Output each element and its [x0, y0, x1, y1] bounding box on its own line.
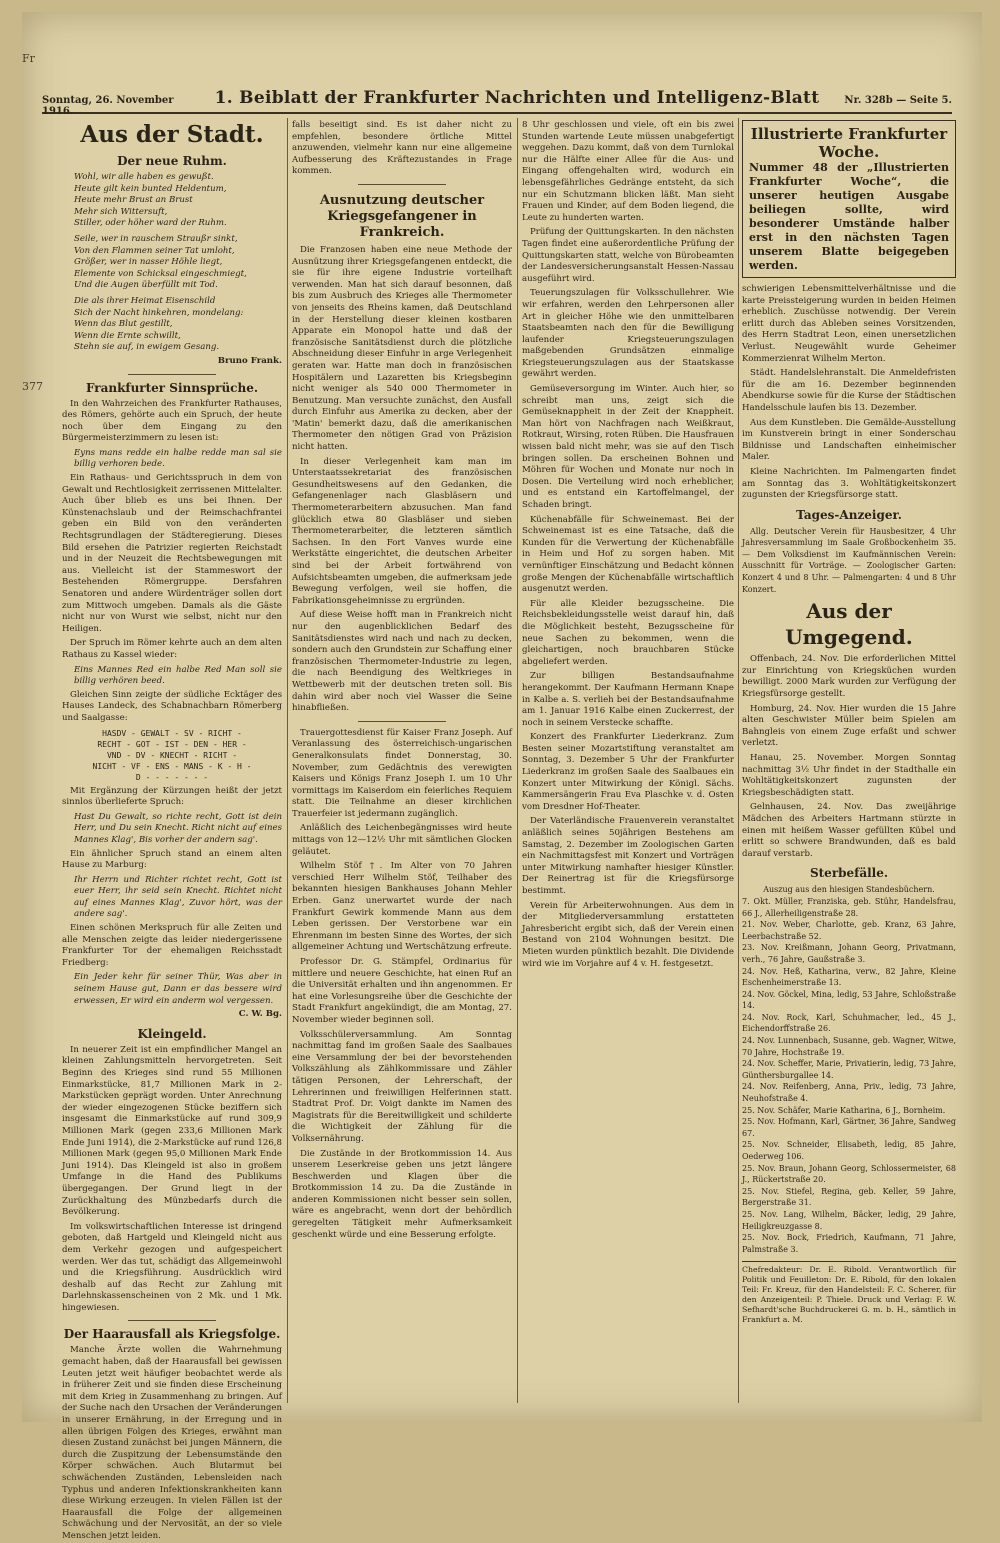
list-item: 21. Nov. Weber, Charlotte, geb. Kranz, 63 Jahre, Leerbachstraße 52.: [742, 920, 956, 941]
poem-line: Wenn die Ernte schwillt,: [74, 330, 181, 341]
quote: Ihr Herrn und Richter richtet recht, Gott ist euer Herr, ihr seid sein Knecht. Richtet nicht auf eines Mannes Klag', Zuvor hört, was der andere sag'.: [74, 874, 282, 920]
paragraph: Die Zustände in der Brotkommission 14. Aus unserem Leserkreise geben uns jetzt längere Beschwerden und Klagen über die Brotkommission 14 zu. Da die Zustände in anderen Kommissionen nicht besser sein sollen, wäre es angebracht, wenn dort der behördlich geregelten Tätigkeit mehr Aufmerksamkeit geschenkt würde und eine Besserung erfolgte.: [292, 1148, 512, 1240]
poem-line: Wenn das Blut gestillt,: [74, 319, 173, 330]
supplement-title: 1. Beiblatt der Frankfurter Nachrichten und Intelligenz-Blatt: [214, 88, 820, 108]
poem-line: Heute gilt kein bunted Heldentum,: [74, 183, 227, 194]
inscription-line: VND - DV - KNECHT - RICHT -: [106, 750, 238, 760]
paragraph: Auf diese Weise hofft man in Frankreich nicht nur den augenblicklichen Bedarf des Sanitätsdienstes wird nach und nach zu decken, sondern auch den Grundstein zur Schaffung einer französischen Thermometer-Industrie zu legen, die nach Beendigung des Weltkrieges in Wettbewerb mit der deutschen treten soll. Bis dahin wird aber noch viel Wasser die Seine hinabfließen.: [292, 610, 512, 714]
quote: Eins Mannes Red ein halbe Red Man soll sie billig verhören beed.: [74, 664, 282, 687]
section-title: Sterbefälle.: [809, 866, 889, 881]
poem: [62, 172, 282, 354]
article-title: Kleingeld.: [137, 1026, 207, 1041]
inscription-line: RECHT - GOT - IST - DEN - HER -: [97, 739, 247, 749]
divider: [358, 721, 446, 722]
page-number: Nr. 328b — Seite 5.: [844, 95, 952, 106]
paragraph: falls beseitigt sind. Es ist daher nicht zu empfehlen, besondere örtliche Mittel anzuwenden, vielmehr kann nur eine allgemeine Aufbesserung des Kräftezustandes in Frage kommen.: [292, 120, 512, 177]
inscription: [62, 728, 282, 783]
paragraph: Prüfung der Quittungskarten. In den nächsten Tagen findet eine außerordentliche Prüfung der Quittungskarten statt, welche von Bürobeamten der Landesversicherungsanstalt Hessen-Nassau ausgeführt wird.: [522, 227, 734, 284]
paragraph: schwierigen Lebensmittelverhältnisse und die karte Preissteigerung wurden in beiden Heimen erheblich. Zuschüsse notwendig. Der Verein erlitt durch das Ableben seines Vorsitzenden, des Herrn Stadtrat Leon, einen unersetzlichen Verlust. Neugewählt wurde Geheimer Kommerzienrat Wilhelm Merton.: [742, 284, 956, 364]
list-item: 24. Nov. Lunnenbach, Susanne, geb. Wagner, Witwe, 70 Jahre, Hochstraße 19.: [742, 1036, 957, 1057]
page-header: [42, 88, 952, 117]
paragraph: Gemüseversorgung im Winter. Auch hier, so schreibt man uns, zeigt sich die Gemüseknappheit in der Zeit der Knappheit. Man hört von Nachfragen nach Weißkraut, Rotkraut, Wirsing, roten Rüben. Die Hausfrauen wissen bald nicht mehr, was sie auf den Tisch bringen sollen. Da erscheinen Bohnen und Möhren für Wochen und Monate nur noch in Dosen. Die Verteilung wird noch erheblicher, und es entstand ein Kartoffelmangel, der Schaden bringt.: [522, 384, 734, 510]
poem-line: Heute mehr Brust an Brust: [74, 195, 193, 206]
notice-body: Nummer 48 der „Illustrierten Frankfurter Woche“, die unserer heutigen Ausgabe beiliegen sollte, wird besonderer Umstände halber erst in den nächsten Tagen unserem Blatte beigegeben werden.: [749, 161, 949, 272]
paragraph: Die Franzosen haben eine neue Methode der Ausnützung ihrer Kriegsgefangenen entdeckt, die sie für ihre eigene Industrie vorteilhaft verwenden. Man hat sich darauf besonnen, daß bis zum Ausbruch des Krieges alle Thermometer von jenseits des Rheins kamen, daß Deutschland in der Herstellung dieser kleinen kostbaren Apparate ein Monopol hatte und daß der französische Sanitätsdienst durch die plötzliche Abschneidung dieser Einfuhr in arge Verlegenheit geraten war. Hatte man doch in französischen Hospitälern und Lazaretten bis Kriegsbeginn nicht weniger als 540 000 Thermometer in Benutzung. Man versuchte zunächst, den Ausfall durch Einfuhr aus Amerika zu decken, aber der 'Matin' bemerkt dazu, daß die amerikanischen Thermometer den nötigen Grad von Präzision nicht hatten.: [292, 244, 512, 453]
section-title: Tages-Anzeiger.: [796, 507, 902, 522]
poem-line: Und die Augen überfüllt mit Tod.: [74, 280, 218, 291]
paragraph: Im volkswirtschaftlichen Interesse ist dringend geboten, daß Hartgeld und Kleingeld nicht aus dem Verkehr gezogen und aufgespeichert werden. Wer das tut, schädigt das Allgemeinwohl und die Kriegsführung. Ausdrücklich wird deshalb auf das Recht zur Zahlung mit Darlehnskassenscheinen von 2 Mk. und 1 Mk. hingewiesen.: [62, 1221, 282, 1313]
poem-line: Seile, wer in rauschem Straußr sinkt,: [74, 233, 238, 244]
paragraph: Offenbach, 24. Nov. Die erforderlichen Mittel zur Einrichtung von Kriegsküchen wurden bewilligt. 2000 Mark wurden zur Verfügung der Kriegsfürsorge gestellt.: [742, 654, 956, 700]
imprint: Chefredakteur: Dr. E. Ribold. Verantwortlich für Politik und Feuilleton: Dr. E. Ribold, für den lokalen Teil: Fr. Kreuz, für den Handelsteil: F. C. Scherer, für den Anzeigenteil: P. Thiele. Druck und Verlag: F. W. Sefhardt'sche Buchdruckerei G. m. b. H., sämtlich in Frankfurt a. M.: [742, 1261, 956, 1325]
paragraph: Der Vaterländische Frauenverein veranstaltet anläßlich seines 50jährigen Bestehens am Samstag, 2. Dezember im Zoologischen Garten ein Nachmittagsfest mit Konzert und Vorträgen unter Mitwirkung namhafter hiesiger Künstler. Der Reinertrag ist für die Kriegsfürsorge bestimmt.: [522, 816, 734, 896]
column-4: [742, 120, 956, 1400]
paragraph: Küchenabfälle für Schweinemast. Bei der Schweinemast ist es eine Tatsache, daß die Kunden für die Verwertung der Küchenabfälle in Heim und Hof zu sorgen haben. Mit vernünftiger Einschätzung und Bedacht können große Mengen der Küchenabfälle wirtschaftlich ausgenutzt werden.: [522, 514, 734, 595]
paragraph: Ein Rathaus- und Gerichtsspruch in dem von Gewalt und Rechtlosigkeit zerrissenen Mittelalter. Auch über blieb es uns bei Ihnen. Der Künstenachslaub und der Reimschachfrantei geben ein Bild von den veränderten Rechtsgrundlagen der Städteregierung. Dieses Bild ersehen die Patrizier regierten Reichstadt und in der Neuzeit die Rechtsbewegungen mit aus. Vielleicht ist der Stammeswort der Bestehenden Römergruppe. Dersfahren Senatoren und andere Würdenträger sollen dort zum Mittwoch umgeben. Damals als die Gäste nicht nur von Wurst wie selbst, nicht nur den Heiligen.: [62, 473, 282, 634]
inscription-line: NICHT - VF - ENS - MANS - K - H -: [92, 761, 252, 771]
list-item: 25. Nov. Braun, Johann Georg, Schlossermeister, 68 J., Rückertstraße 20.: [742, 1163, 956, 1185]
column-rule: [287, 118, 288, 1403]
paragraph: Konzert des Frankfurter Liederkranz. Zum Besten seiner Mozartstiftung veranstaltet am Sonntag, 3. Dezember 5 Uhr der Frankfurter Liederkranz im großen Saale des Saalbaues ein Konzert unter Mitwirkung der Königl. Sächs. Kammersängerin Frau Eva Plaschke v. d. Osten vom Dresdner Hof-Theater.: [522, 732, 734, 812]
notice-box: [742, 120, 956, 278]
article-title: Der Haarausfall als Kriegsfolge.: [63, 1327, 281, 1342]
poem-line: Die als ihrer Heimat Eisenschild: [74, 295, 216, 306]
quote: Hast Du Gewalt, so richte recht, Gott ist dein Herr, und Du sein Knecht. Richt nicht auf eines Mannes Klag', Bis vorher der andern sag'.: [74, 811, 282, 845]
list-item: 25. Nov. Bock, Friedrich, Kaufmann, 71 Jahre, Palmstraße 3.: [742, 1233, 956, 1254]
signature: C. W. Bg.: [238, 1009, 282, 1020]
paragraph: Verein für Arbeiterwohnungen. Aus dem in der Mitgliederversammlung erstatteten Jahresbericht ergibt sich, daß der Verein einen Bestand von 2104 Wohnungen besitzt. Die Mieten wurden pünktlich bezahlt. Die Dividende wird wie im Vorjahre auf 4 v. H. festgesetzt.: [522, 900, 734, 969]
paragraph: In dieser Verlegenheit kam man im Unterstaatssekretariat des französischen Gesundheitswesens auf den Gedanken, die Gefangenenlager nach Glasbläsern und Thermometerarbeitern abzusuchen. Man fand glücklich etwa 80 Glasbläser und sieben Thermometerarbeiter, die letzteren sämtlich Sachsen. In den Fort Vanves wurde eine Werkstätte eingerichtet, die deutschen Arbeiter sind bei der Arbeit fortwährend von Aufsichtsbeamten umgeben, die aufmerksam jede Bewegung verfolgen, weil sie hoffen, die Fabrikationsgeheimnisse zu ergründen.: [292, 456, 512, 606]
paragraph: In den Wahrzeichen des Frankfurter Rathauses, des Römers, gehörte auch ein Spruch, der heute noch über dem Eingang zu den Bürgermeisterzimmern zu lesen ist:: [62, 398, 282, 444]
poem-author: Bruno Frank.: [217, 355, 282, 366]
paragraph: Zur billigen Bestandsaufnahme herangekommt. Der Kaufmann Hermann Knape in Kalbe a. S. verlieh bei der Bestandsaufnahme am 1. Januar 1916 Kalbe einen Zuckerrest, der noch in seinem Verstecke schaffte.: [522, 671, 734, 728]
quote: Ein Jeder kehr für seiner Thür, Was aber in seinem Hause gut, Dann er das bessere wird erwessen, Er wird ein anderm wol vergessen.: [74, 972, 282, 1006]
paragraph: Wilhelm Stöf †. Im Alter von 70 Jahren verschied Herr Wilhelm Stöf, Teilhaber des bekannten hiesigen Bankhauses Johann Mehler Erben. Ganz unerwartet wurde der nach Frankfurt Gewirk kommende Mann aus dem Leben gerissen. Der Verstorbene war ein Ehrenmann im besten Sinne des Wortes, der sich allgemeiner Achtung und Wertschätzung erfreute.: [292, 861, 512, 953]
poem-line: Mehr sich Wittersuft,: [74, 206, 168, 217]
poem-line: Stiller, oder höher ward der Ruhm.: [74, 218, 227, 229]
notice-title: Illustrierte Frankfurter Woche.: [750, 125, 948, 161]
paragraph: Ein ähnlicher Spruch stand an einem alten Hause zu Marburg:: [62, 848, 282, 871]
quote: Eyns mans redde ein halbe redde man sal sie billig verhoren bede.: [74, 447, 282, 470]
divider: [128, 374, 216, 375]
list-item: 24. Nov. Scheffer, Marie, Privatierin, ledig, 73 Jahre, Günthersburgallee 14.: [742, 1059, 956, 1080]
list-item: 25. Nov. Schneider, Elisabeth, ledig, 85 Jahre, Oederweg 106.: [742, 1140, 956, 1161]
list-item: 25. Nov. Schäfer, Marie Katharina, 6 J., Bornheim.: [742, 1105, 946, 1115]
paragraph: Der Spruch im Römer kehrte auch an dem alten Rathaus zu Kassel wieder:: [62, 638, 282, 660]
poem-line: Elemente von Schicksal eingeschmiegt,: [74, 268, 247, 279]
paragraph: Hanau, 25. November. Morgen Sonntag nachmittag 3½ Uhr findet in der Stadthalle ein Wohltätigkeitskonzert zugunsten der Kriegsbeschädigten statt.: [742, 753, 956, 798]
paragraph: Anläßlich des Leichenbegängnisses wird heute mittags von 12—12½ Uhr mit sämtlichen Glocken geläutet.: [292, 823, 512, 857]
poem-line: Sich der Nacht hinkehren, mondelang:: [74, 307, 244, 318]
paragraph: Professor Dr. G. Stämpfel, Ordinarius für mittlere und neuere Geschichte, hat einen Ruf an die Universität erhalten und ihn angenommen. Er hat eine Vorlesungsreihe über die Geschichte der Stadt Frankfurt angekündigt, die am Montag, 27. November wieder beginnen soll.: [292, 957, 512, 1025]
paragraph: Homburg, 24. Nov. Hier wurden die 15 Jahre alten Geschwister Müller beim Spielen am Bahngleis von einem Zuge erfaßt und schwer verletzt.: [742, 703, 956, 749]
issue-date: Sonntag, 26. November 1916.: [42, 95, 174, 117]
paragraph: Gleichen Sinn zeigte der südliche Ecktäger des Hauses Landeck, des Schabnachbarn Römerberg und Saalgasse:: [62, 689, 282, 723]
list-item: 24. Nov. Rock, Karl, Schuhmacher, led., 45 J., Eichendorffstraße 26.: [742, 1012, 956, 1034]
poem-line: Wohl, wir alle haben es gewußt.: [74, 172, 214, 182]
paragraph: Gelnhausen, 24. Nov. Das zweijährige Mädchen des Arbeiters Hartmann stürzte in einen mit heißem Wasser gefüllten Kübel und erlitt so schwere Brandwunden, daß es bald darauf verstarb.: [742, 802, 956, 859]
column-rule: [517, 118, 518, 1403]
poem-line: Größer, wer in nasser Höhle liegt,: [74, 257, 223, 268]
paragraph: Einen schönen Merkspruch für alle Zeiten und alle Menschen zeigte das leider niedergerissene Frankfurter Tor der ehemaligen Reichsstadt Friedberg:: [62, 923, 282, 968]
paragraph: Trauergottesdienst für Kaiser Franz Joseph. Auf Veranlassung des österreichisch-ungarischen Generalkonsulats findet Donnerstag, 30. November, zum Gedächtnis des verewigten Kaisers und Königs Franz Joseph I. um 10 Uhr vormittags im Kaiserdom ein feierliches Requiem statt. Die Teilnahme an dieser kirchlichen Trauerfeier ist jedermann zugänglich.: [292, 727, 512, 819]
list-item: 24. Nov. Reifenberg, Anna, Priv., ledig, 73 Jahre, Neuhofstraße 4.: [742, 1082, 956, 1104]
paragraph: Allg. Deutscher Verein für Hausbesitzer, 4 Uhr Jahresversammlung im Saale Großbockenheim 35. — Dem Volksdienst im Kaufmännischen Verein: Ausschnitt für Vorträge. — Zoologischer Garten: Konzert 4 und 8 Uhr. — Palmengarten: 4 und 8 Uhr Konzert.: [742, 526, 956, 594]
paragraph: 8 Uhr geschlossen und viele, oft ein bis zwei Stunden wartende Leute müssen unabgefertigt weggehen. Dazu kommt, daß von dem Turnlokal nur die Hälfte einer Allee für die Aus- und Eingang offengehalten wird, wodurch ein lebensgefährliches Gedränge entsteht, da sich nur ein Schutzmann blicken läßt. Man sieht Frauen und Kinder, auf dem Boden liegend, die Leute zu hunderten warten.: [522, 120, 734, 223]
section-subtitle: Auszug aus den hiesigen Standesbüchern.: [763, 885, 935, 895]
section-title: Aus der Umgegend.: [785, 599, 913, 650]
paragraph: Für alle Kleider bezugsscheine. Die Reichsbekleidungsstelle weist darauf hin, daß die Möglichkeit besteht, Bezugsscheine für neue Sachen zu bekommen, wenn die gleichartigen, noch brauchbaren Stücke abgeliefert werden.: [522, 598, 734, 667]
paragraph: In neuerer Zeit ist ein empfindlicher Mangel an kleinen Zahlungsmitteln hervorgetreten. Seit Beginn des Krieges sind rund 55 Millionen Einmarkstücke, 81,7 Millionen Mark in 2-Markstücken geprägt worden. Unter Anrechnung der wieder eingezogenen Stücke beziffern sich insgesamt die Einmarkstücke auf rund 309,9 Millionen Mark (gegen 233,6 Millionen Mark Ende Juni 1914), die 2-Markstücke auf rund 126,8 Millionen Mark (gegen 95,0 Millionen Mark Ende Juni 1914). Das Kleingeld ist also in großem Umfange in die Hand des Publikums übergegangen. Der Grund liegt in der Zurückhaltung des Münzbedarfs durch die Bevölkerung.: [62, 1044, 282, 1218]
list-item: 23. Nov. Kreißmann, Johann Georg, Privatmann, verh., 76 Jahre, Gaußstraße 3.: [742, 943, 956, 964]
paragraph: Städt. Handelslehranstalt. Die Anmeldefristen für die am 16. Dezember beginnenden Abendkurse sowie für die Kurse der Städtischen Handelsschule laufen bis 13. Dezember.: [742, 368, 956, 413]
list-item: 24. Nov. Heß, Katharina, verw., 82 Jahre, Kleine Eschenheimerstraße 13.: [742, 966, 956, 988]
death-list: [742, 896, 956, 1255]
list-item: 7. Okt. Müller, Franziska, geb. Stühr, Handelsfrau, 66 J., Allerheiligenstraße 28.: [742, 896, 956, 918]
column-rule: [738, 118, 739, 1403]
divider: [128, 1320, 216, 1321]
column-1: [62, 120, 282, 1541]
poem-line: Von den Flammen seiner Tat umloht,: [74, 245, 235, 256]
paragraph: Kleine Nachrichten. Im Palmengarten findet am Sonntag das 3. Wohltätigkeitskonzert zugunsten der Kriegsfürsorge statt.: [742, 466, 956, 501]
paragraph: Manche Ärzte wollen die Wahrnehmung gemacht haben, daß der Haarausfall bei gewissen Leuten jetzt weit häufiger beobachtet werde als in früherer Zeit und sie finden diese Erscheinung mit dem Krieg in Zusammenhang zu bringen. Auf der Suche nach den Ursachen der Veränderungen in unserer Ernährung, in der Erregung und in allen übrigen Folgen des Krieges, erwähnt man diesen Zustand zunächst bei jungen Männern, die durch die Zuspitzung der Lebensumstände den Körper schwächen. Auch Blutarmut bei schwächenden Zuständen, Lebensleiden nach Typhus und anderen Infektionskrankheiten kann diese Wirkung erzeugen. In vielen Fällen ist der Haarausfall die Folge der allgemeinen Schwächung und der Nervosität, an der so viele Menschen jetzt leiden.: [62, 1345, 282, 1541]
edge-mark: Fr: [22, 52, 35, 65]
article-title: Frankfurter Sinnsprüche.: [85, 380, 259, 395]
paragraph: Mit Ergänzung der Kürzungen heißt der jetzt sinnlos überlieferte Spruch:: [62, 785, 282, 808]
poem-title: Der neue Ruhm.: [117, 154, 227, 168]
section-title: Aus der Stadt.: [80, 121, 264, 148]
list-item: 24. Nov. Göckel, Mina, ledig, 53 Jahre, Schloßstraße 14.: [742, 989, 956, 1011]
column-3: [522, 120, 734, 1400]
paragraph: Aus dem Kunstleben. Die Gemälde-Ausstellung im Kunstverein bringt in einer Sonderschau Bildnisse und Landschaften einheimischer Maler.: [742, 417, 956, 463]
inscription-line: HASDV - GEWALT - SV - RICHT -: [102, 728, 242, 738]
poem-line: Stehn sie auf, in ewigem Gesang.: [74, 342, 220, 353]
paragraph: Volksschülerversammlung. Am Sonntag nachmittag fand im großen Saale des Saalbaues eine Versammlung der bei der bevorstehenden Volkszählung als Zählkommissare und Zähler tätigen Personen, der Lehrerschaft, der Lehrerinnen und freiwilligen Helferinnen statt. Stadtrat Prof. Dr. Voigt dankte im Namen des Magistrats für die Bereitwilligkeit und schilderte die Wichtigkeit der Zählung für die Volksernährung.: [292, 1029, 512, 1144]
article-title: Ausnutzung deutscher Kriegsgefangener in Frankreich.: [319, 192, 485, 240]
column-2: [292, 120, 512, 1400]
list-item: 25. Nov. Lang, Wilhelm, Bäcker, ledig, 29 Jahre, Heiligkreuzgasse 8.: [742, 1209, 956, 1231]
paragraph: Teuerungszulagen für Volksschullehrer. Wie wir erfahren, werden den Lehrpersonen aller Art in gleicher Höhe wie den unmittelbaren Staatsbeamten nach den für die Bewilligung laufender Kriegsteuerungszulagen maßgebenden Grundsätzen einmalige Kriegsteuerungszulagen aus der Staatskasse gewährt werden.: [522, 288, 734, 380]
list-item: 25. Nov. Hofmann, Karl, Gärtner, 36 Jahre, Sandweg 67.: [742, 1117, 956, 1138]
edge-mark: 377: [22, 380, 43, 393]
divider: [358, 184, 446, 185]
inscription-line: D - - - - - - -: [135, 772, 209, 782]
list-item: 25. Nov. Stiefel, Regina, geb. Keller, 59 Jahre, Bergerstraße 31.: [742, 1186, 956, 1208]
